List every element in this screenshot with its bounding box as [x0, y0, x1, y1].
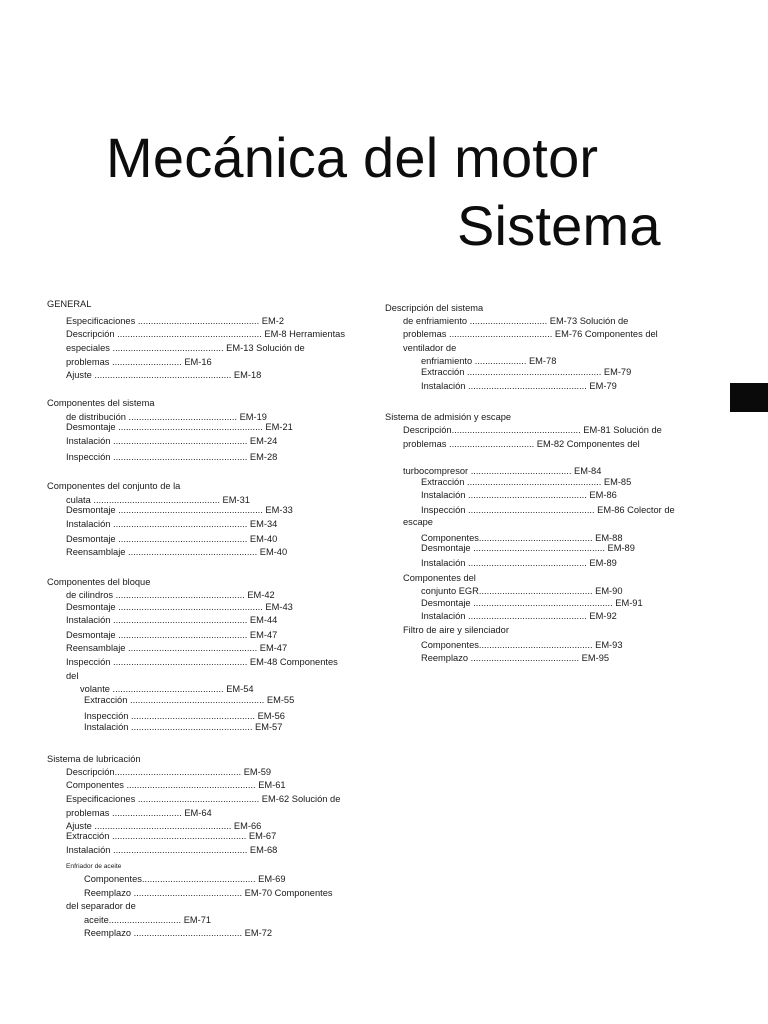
toc-entry: Inspección ................................................. EM-86 Colector de [421, 505, 675, 515]
toc-entry: Inspección .................................................... EM-48 Componentes [66, 657, 338, 667]
section-heading: GENERAL [47, 299, 92, 309]
toc-entry: turbocompresor ....................................... EM-84 [403, 466, 602, 476]
toc-entry: del [66, 671, 79, 681]
toc-entry: Instalación .............................................. EM-92 [421, 611, 617, 621]
toc-entry: Reensamblaje .................................................. EM-47 [66, 643, 288, 653]
section-heading: Sistema de admisión y escape [385, 412, 512, 422]
toc-entry: Inspección ................................................ EM-56 [84, 711, 285, 721]
toc-entry: Descripción ........................................................ EM-8 Herramientas [66, 329, 345, 339]
toc-entry: Reensamblaje .................................................. EM-40 [66, 547, 288, 557]
toc-entry: Inspección .................................................... EM-28 [66, 452, 278, 462]
toc-entry: Extracción .................................................... EM-85 [421, 477, 632, 487]
toc-entry: Especificaciones ............................................... EM-2 [66, 316, 285, 326]
section-heading: Descripción del sistema [385, 303, 484, 313]
toc-entry: Desmontaje ................................................... EM-89 [421, 543, 635, 553]
toc-entry: de enfriamiento .............................. EM-73 Solución de [403, 316, 629, 326]
toc-entry: Desmontaje .................................................. EM-47 [66, 630, 278, 640]
section-heading: Filtro de aire y silenciador [403, 625, 509, 635]
toc-entry: Desmontaje ...................................................... EM-91 [421, 598, 643, 608]
toc-entry: problemas ........................................ EM-76 Componentes del [403, 329, 658, 339]
toc-entry: problemas ........................... EM-16 [66, 357, 212, 367]
toc-entry: Desmontaje ........................................................ EM-21 [66, 422, 293, 432]
section-heading: Componentes del sistema [47, 398, 155, 408]
toc-entry: conjunto EGR............................................ EM-90 [421, 586, 623, 596]
page-title-line-1: Mecánica del motor [106, 126, 599, 189]
toc-subheading: Enfriador de aceite [66, 863, 122, 870]
toc-entry: de distribución .......................................... EM-19 [66, 412, 267, 422]
toc-entry: Reemplazo .......................................... EM-95 [421, 653, 610, 663]
toc-entry: Extracción .................................................... EM-79 [421, 367, 632, 377]
section-heading: Sistema de lubricación [47, 754, 141, 764]
toc-entry: problemas ................................. EM-82 Componentes del [403, 439, 640, 449]
toc-entry: especiales ........................................... EM-13 Solución de [66, 343, 305, 353]
toc-entry: Desmontaje .................................................. EM-40 [66, 534, 278, 544]
toc-entry: Instalación ............................................... EM-57 [84, 722, 283, 732]
toc-entry: Componentes............................................ EM-69 [84, 874, 286, 884]
toc-entry: de cilindros .................................................. EM-42 [66, 590, 275, 600]
toc-entry: Especificaciones ............................................... EM-62 Solución de [66, 794, 341, 804]
toc-entry: Descripción................................................. EM-59 [66, 767, 272, 777]
toc-entry: Desmontaje ........................................................ EM-33 [66, 505, 293, 515]
toc-entry: Desmontaje ........................................................ EM-43 [66, 602, 293, 612]
toc-entry: escape [403, 517, 433, 527]
toc-entry: Instalación .................................................... EM-44 [66, 615, 278, 625]
toc-entry: Componentes............................................ EM-93 [421, 640, 623, 650]
toc-entry: Componentes............................................ EM-88 [421, 533, 623, 543]
toc-entry: Instalación .............................................. EM-86 [421, 490, 617, 500]
toc-entry: enfriamiento .................... EM-78 [421, 356, 557, 366]
toc-entry: del separador de [66, 901, 136, 911]
toc-entry: Extracción .................................................... EM-55 [84, 695, 295, 705]
toc-entry: Descripción.................................................. EM-81 Solución de [403, 425, 662, 435]
toc-entry: Extracción .................................................... EM-67 [66, 831, 277, 841]
toc-entry: volante ........................................... EM-54 [80, 684, 254, 694]
toc-entry: problemas ........................... EM-64 [66, 808, 212, 818]
toc-entry: Instalación .................................................... EM-34 [66, 519, 278, 529]
toc-entry: Reemplazo .......................................... EM-70 Componentes [84, 888, 333, 898]
section-heading: Componentes del [403, 573, 476, 583]
toc-entry: Instalación .............................................. EM-89 [421, 558, 617, 568]
toc-entry: Instalación .................................................... EM-24 [66, 436, 278, 446]
toc-entry: Ajuste ..................................................... EM-18 [66, 370, 262, 380]
toc-entry: culata ................................................. EM-31 [66, 495, 250, 505]
toc-entry: Instalación .............................................. EM-79 [421, 381, 617, 391]
page-title-line-2: Sistema [457, 194, 661, 257]
toc-entry: Instalación .................................................... EM-68 [66, 845, 278, 855]
toc-entry: ventilador de [403, 343, 457, 353]
toc-entry: Ajuste ..................................................... EM-66 [66, 821, 262, 831]
toc-entry: aceite............................ EM-71 [84, 915, 212, 925]
section-heading: Componentes del bloque [47, 577, 151, 587]
page-tab-marker [730, 383, 768, 412]
toc-entry: Reemplazo .......................................... EM-72 [84, 928, 273, 938]
toc-entry: Componentes .................................................. EM-61 [66, 780, 286, 790]
section-heading: Componentes del conjunto de la [47, 481, 181, 491]
